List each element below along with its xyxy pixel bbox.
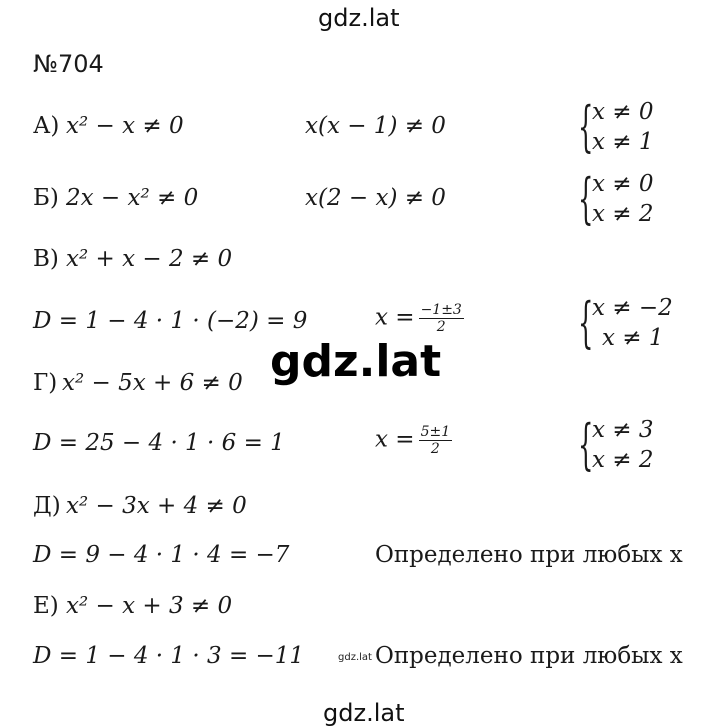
row-a-sys2: x ≠ 1 xyxy=(592,129,654,155)
row-a-label: А) xyxy=(33,113,60,139)
row-v-frac-den: 2 xyxy=(436,319,446,335)
row-g-frac-den: 2 xyxy=(430,441,440,457)
row-b-sys1: x ≠ 0 xyxy=(592,171,654,197)
row-g-sys2: x ≠ 2 xyxy=(592,447,654,473)
row-v-root-prefix: x = xyxy=(375,304,415,331)
row-e-note: Определено при любых x xyxy=(375,643,683,669)
problem-number: №704 xyxy=(33,50,104,78)
row-g-frac-num: 5±1 xyxy=(420,424,451,440)
row-v-sys1: x ≠ −2 xyxy=(592,295,673,321)
row-b-expr1: 2x − x² ≠ 0 xyxy=(66,185,199,211)
brace-icon: { xyxy=(578,95,594,158)
row-v-sys2: x ≠ 1 xyxy=(602,325,664,351)
watermark-center: gdz.lat xyxy=(270,336,442,387)
row-g-root-prefix: x = xyxy=(375,426,415,453)
brace-icon: { xyxy=(578,167,594,230)
row-g-label: Г) xyxy=(33,370,58,396)
row-d-expr1: x² − 3x + 4 ≠ 0 xyxy=(66,493,247,519)
row-b-expr2: x(2 − x) ≠ 0 xyxy=(305,185,446,211)
row-v-root xyxy=(375,302,464,335)
row-e-label: Е) xyxy=(33,593,59,619)
row-g-disc: D = 25 − 4 · 1 · 6 = 1 xyxy=(33,430,285,456)
brace-icon: { xyxy=(578,291,594,354)
row-a-expr1: x² − x ≠ 0 xyxy=(66,113,184,139)
row-g-sys1: x ≠ 3 xyxy=(592,417,654,443)
row-v-fraction xyxy=(419,302,464,335)
row-d-note: Определено при любых x xyxy=(375,542,683,568)
row-g-fraction xyxy=(419,424,453,457)
brace-icon: { xyxy=(578,413,594,476)
row-g-root xyxy=(375,424,452,457)
watermark-small: gdz.lat xyxy=(338,652,372,663)
row-a-sys1: x ≠ 0 xyxy=(592,99,654,125)
row-d-label: Д) xyxy=(33,493,61,519)
watermark-top: gdz.lat xyxy=(318,4,400,32)
watermark-bottom: gdz.lat xyxy=(323,699,405,727)
row-v-expr1: x² + x − 2 ≠ 0 xyxy=(66,246,233,272)
row-v-frac-num: −1±3 xyxy=(420,302,462,318)
row-e-expr1: x² − x + 3 ≠ 0 xyxy=(66,593,233,619)
row-d-disc: D = 9 − 4 · 1 · 4 = −7 xyxy=(33,542,290,568)
row-b-label: Б) xyxy=(33,185,59,211)
row-v-label: В) xyxy=(33,246,59,272)
row-a-expr2: x(x − 1) ≠ 0 xyxy=(305,113,446,139)
row-e-disc: D = 1 − 4 · 1 · 3 = −11 xyxy=(33,643,305,669)
row-v-disc: D = 1 − 4 · 1 · (−2) = 9 xyxy=(33,308,308,334)
row-g-expr1: x² − 5x + 6 ≠ 0 xyxy=(62,370,243,396)
row-b-sys2: x ≠ 2 xyxy=(592,201,654,227)
